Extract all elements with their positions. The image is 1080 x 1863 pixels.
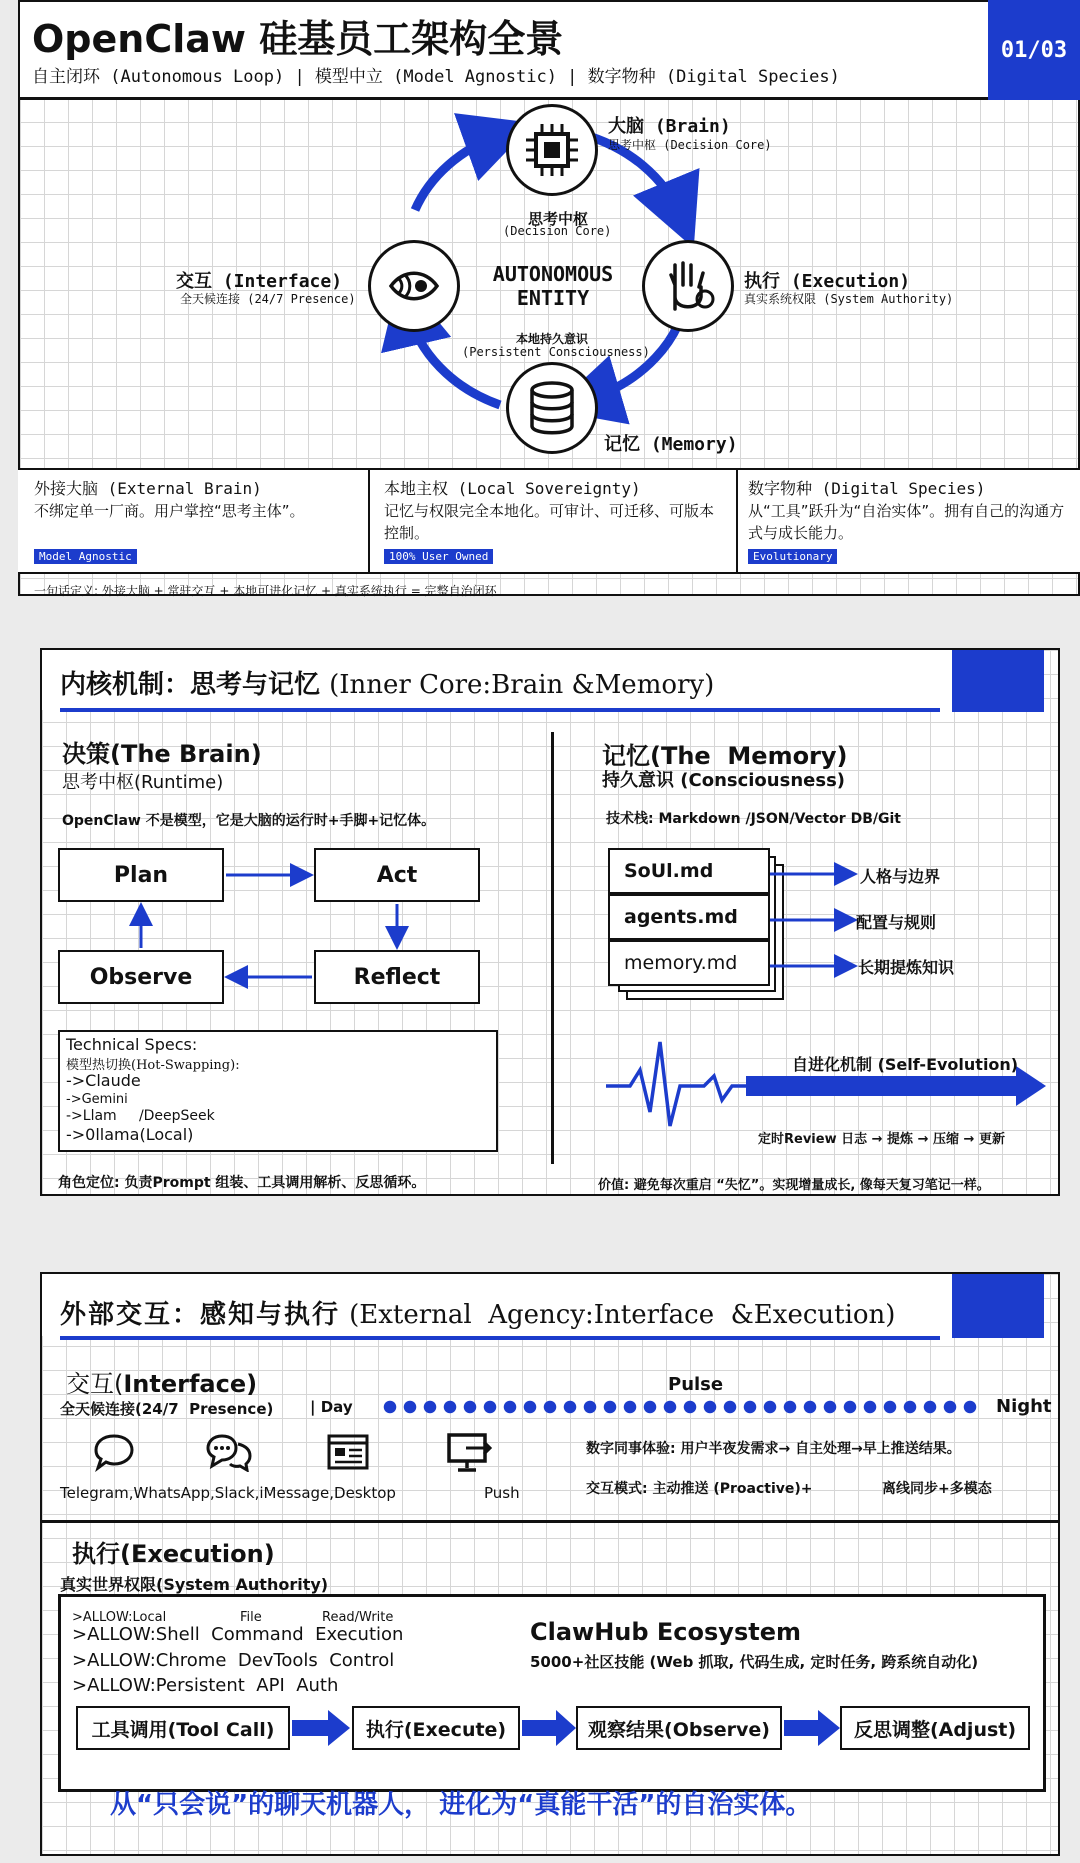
brain-subtitle: 思考中枢 (Decision Core) [608, 138, 772, 152]
plan-box: Plan [58, 848, 224, 902]
inner-core-title-en: (Inner Core:Brain &Memory) [329, 670, 715, 700]
tool-call-step: 工具调用(Tool Call) [76, 1706, 290, 1750]
inner-core-divider [551, 732, 554, 1164]
memory-file-label: 长期提炼知识 [858, 958, 955, 977]
section-divider [40, 1520, 1060, 1523]
soul-file-label: 人格与边界 [860, 867, 941, 886]
center-bottom-sub: (Persistent Consciousness) [462, 345, 650, 359]
brain-subheading: 思考中枢(Runtime) [62, 772, 224, 793]
inner-core-title [60, 664, 714, 701]
definition-footer: 一句话定义: 外接大脑 + 常驻交互 + 本地可进化记忆 + 真实系统执行 = 完整自治闭环 [34, 584, 497, 598]
interface-title: 交互 (Interface) [176, 271, 343, 292]
external-agency-title-cn: 外部交互：感知与执行 [60, 1300, 341, 1330]
center-top-label: 思考中枢 [528, 210, 589, 228]
self-evolution-title: 自进化机制 (Self-Evolution) [792, 1055, 1019, 1074]
database-icon [527, 380, 577, 436]
closing-slogan: 从“只会说”的聊天机器人， 进化为“真能干活”的自治实体。 [110, 1790, 812, 1820]
spec-item-gemini: ->Gemini [66, 1092, 128, 1107]
interface-heading-main: Interface) [123, 1370, 258, 1398]
channel-list: Telegram,WhatsApp,Slack,iMessage,Desktop [60, 1484, 396, 1502]
execution-subtitle: 真实系统权限 (System Authority) [744, 292, 954, 306]
memory-file [608, 940, 770, 986]
interface-heading [66, 1364, 257, 1399]
execution-heading: 执行(Execution) [72, 1540, 275, 1568]
brain-description: OpenClaw 不是模型，它是大脑的运行时+手脚+记忆体。 [62, 813, 436, 829]
adjust-step: 反思调整(Adjust) [840, 1706, 1030, 1750]
evolutionary-tag: Evolutionary [748, 549, 837, 564]
agents-file: agents.md [608, 894, 770, 940]
brain-role: 角色定位: 负责Prompt 组装、工具调用解析、反思循环。 [58, 1175, 426, 1191]
execute-step: 执行(Execute) [352, 1706, 520, 1750]
allow-shell: >ALLOW:Shell Command Execution [72, 1624, 404, 1645]
file-arrows [770, 860, 860, 980]
overview-subtitle: 自主闭环 (Autonomous Loop) | 模型中立 (Model Agnostic) | 数字物种 (Digital Species) [32, 67, 840, 87]
inner-core-underline [60, 708, 940, 712]
brain-heading: 决策(The Brain) [62, 740, 262, 768]
reflect-box: Reflect [314, 950, 480, 1004]
execution-node [642, 240, 734, 332]
inner-core-title-cn: 内核机制：思考与记忆 [60, 670, 321, 700]
brain-title: 大脑 (Brain) [608, 116, 731, 137]
agents-file-label: 配置与规则 [856, 913, 937, 932]
plan-loop-arrows [58, 848, 480, 1004]
specs-title: Technical Specs: [66, 1035, 198, 1054]
memory-subheading: 持久意识 (Consciousness) [602, 770, 846, 791]
user-owned-tag: 100% User Owned [384, 549, 493, 564]
push-label: Push [484, 1484, 520, 1502]
robot-hand-icon [659, 257, 717, 315]
local-sovereignty-body: 记忆与权限完全本地化。可审计、可迁移、可版本控制。 [384, 502, 715, 542]
pulse-dot-track [380, 1400, 980, 1414]
allow-persistent-api: >ALLOW:Persistent API Auth [72, 1675, 339, 1696]
observe-box: Observe [58, 950, 224, 1004]
autonomous-entity-label: AUTONOMOUS ENTITY [492, 262, 614, 310]
memory-tech-stack: 技术栈: Markdown /JSON/Vector DB/Git [606, 811, 901, 827]
external-agency-accent-block [952, 1274, 1044, 1338]
spec-item-claude: ->Claude [66, 1071, 141, 1090]
interaction-mode-extra: 离线同步+多模态 [882, 1481, 992, 1497]
inner-core-accent-block [952, 650, 1044, 712]
eye-signal-icon [385, 257, 443, 315]
model-agnostic-tag: Model Agnostic [34, 549, 137, 564]
act-box: Act [314, 848, 480, 902]
external-agency-title [60, 1294, 895, 1331]
digital-colleague-experience: 数字同事体验: 用户半夜发需求→ 自主处理→早上推送结果。 [586, 1441, 961, 1457]
local-sovereignty-title: 本地主权 (Local Sovereignty) [384, 479, 641, 498]
center-bottom-label: 本地持久意识 [516, 332, 589, 346]
spec-item-llama: ->Llam /DeepSeek [66, 1108, 215, 1124]
interface-heading-prefix: 交互( [66, 1370, 124, 1398]
night-label: Night [996, 1396, 1052, 1417]
memory-value: 价值: 避免每次重启 “失忆”。实现增量成长, 像每天复习笔记一样。 [598, 1178, 990, 1193]
chip-icon [524, 122, 580, 178]
desktop-window-icon [326, 1432, 370, 1476]
spec-item-ollama: ->0llama(Local) [66, 1125, 194, 1144]
center-top-sub: (Decision Core) [503, 224, 612, 238]
external-brain-title: 外接大脑 (External Brain) [34, 479, 262, 498]
interface-node [368, 240, 460, 332]
observe-step: 观察结果(Observe) [576, 1706, 782, 1750]
self-evolution-pulse-graphic [606, 1030, 1046, 1140]
pulse-label: Pulse [668, 1374, 724, 1395]
external-agency-title-en: (External Agency:Interface &Execution) [349, 1300, 896, 1330]
memory-file-name: memory.md [624, 952, 738, 974]
clawhub-description: 5000+社区技能 (Web 抓取, 代码生成, 定时任务, 跨系统自动化) [530, 1653, 979, 1671]
interface-subtitle: 全天候连接 (24/7 Presence) [180, 292, 356, 306]
execution-title: 执行 (Execution) [744, 271, 911, 292]
overview-title: OpenClaw 硅基员工架构全景 [32, 17, 564, 61]
digital-species-body: 从“工具”跃升为“自治实体”。拥有自己的沟通方式与成长能力。 [748, 502, 1065, 542]
memory-node [506, 362, 598, 454]
brain-node [506, 104, 598, 196]
memory-heading: 记忆(The Memory) [602, 742, 848, 770]
execution-subheading: 真实世界权限(System Authority) [60, 1575, 329, 1594]
column-divider [368, 468, 370, 574]
allow-local-file-mid: File [240, 1610, 262, 1625]
column-divider [736, 468, 738, 574]
self-evolution-flow: 定时Review 日志 → 提炼 → 压缩 → 更新 [758, 1132, 1005, 1147]
day-label: | Day [310, 1398, 353, 1416]
chat-dots-icon [204, 1432, 254, 1476]
interface-subheading: 全天候连接(24/7 Presence) [60, 1400, 274, 1418]
memory-title: 记忆 (Memory) [604, 434, 738, 455]
execution-flow-arrows [290, 1704, 850, 1752]
interaction-mode: 交互模式: 主动推送 (Proactive)+ [586, 1481, 813, 1497]
clawhub-title: ClawHub Ecosystem [530, 1618, 801, 1646]
external-brain-body: 不绑定单一厂商。用户掌控“思考主体”。 [34, 502, 305, 520]
page-number-badge: 01/03 [988, 0, 1080, 100]
specs-subtitle: 模型热切换(Hot-Swapping): [66, 1058, 240, 1073]
allow-local-file: >ALLOW:Local [72, 1610, 167, 1625]
digital-species-title: 数字物种 (Digital Species) [748, 479, 986, 498]
chat-bubble-icon [92, 1432, 136, 1476]
allow-chrome: >ALLOW:Chrome DevTools Control [72, 1650, 395, 1671]
allow-local-file-end: Read/Write [322, 1610, 394, 1625]
external-agency-underline [60, 1336, 940, 1340]
push-monitor-icon [446, 1432, 494, 1478]
soul-file: SoUl.md [608, 848, 770, 894]
